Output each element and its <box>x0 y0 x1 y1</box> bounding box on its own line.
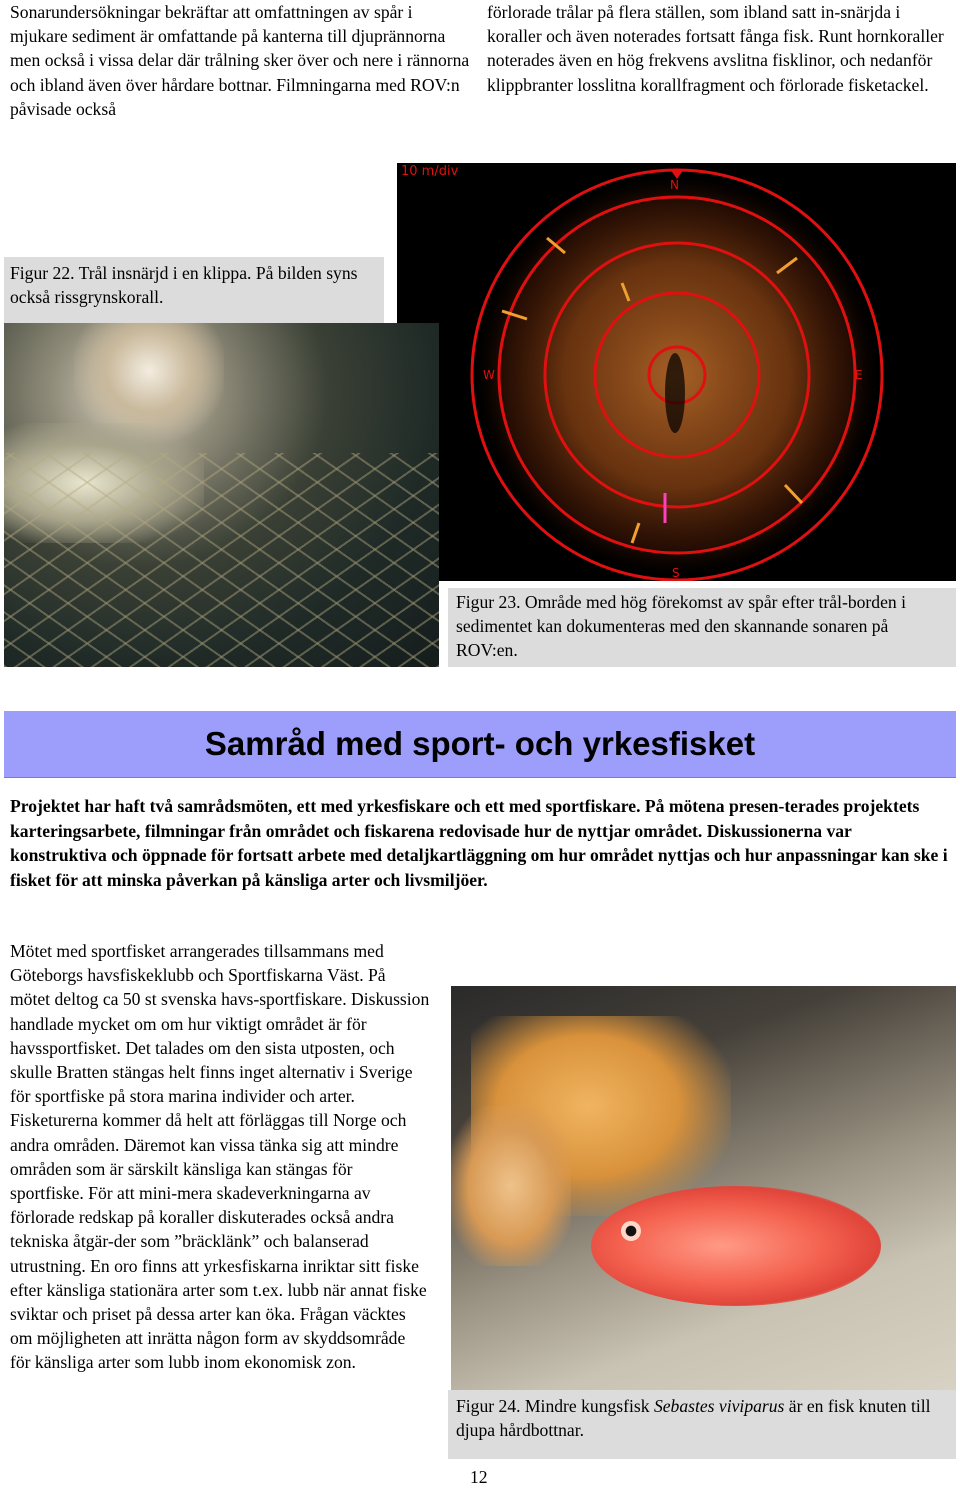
figure-24-photo-rockfish <box>451 986 956 1390</box>
figure-23-caption: Figur 23. Område med hög förekomst av spår efter trål-borden i sedimentet kan dokumenteras med den skannande sonaren på ROV:en. <box>448 588 956 667</box>
figure-24-caption-text-end: är en fisk knuten till djupa hårdbottnar. <box>456 1396 931 1441</box>
intro-text-right: förlorade trålar på flera ställen, som ibland satt in-snärjda i koraller och även noterades fortsatt fånga fisk. Runt hornkoraller noterades även en hög frekvens avslitna fisklinor, och nedanför klippbranter losslitna korallfragment och förlorade fisketackel. <box>487 2 944 95</box>
figure-24-caption-species: Sebastes viviparus <box>653 1396 785 1416</box>
sonar-plot <box>397 163 956 581</box>
section-header <box>4 711 956 778</box>
section-lead-paragraph: Projektet har haft två samrådsmöten, ett med yrkesfiskare och ett med sportfiskare. På mötena presen-terades projektets karteringsarbete, filmningar från området och fiskarena redovisade hur de nyttjar området. Diskussionerna var konstruktiva och öppnade för fortsatt arbete med detaljkartläggning om hur området nyttjas och hur anpassningar kan ske i fisket för att minska påverkan på känsliga arter och livsmiljöer. <box>10 796 948 890</box>
sonar-image <box>397 163 956 581</box>
compass-w: W <box>483 368 495 382</box>
intro-text-left: Sonarundersökningar bekräftar att omfattningen av spår i mjukare sediment är omfattande på kanterna till djuprännorna men också i vissa delar där trålning sker över och nere i rännorna och ibland även över hårdare bottnar. Filmningarna med ROV:n påvisade också <box>10 2 470 119</box>
figure-24-caption-text: Figur 24. Mindre kungsfisk <box>456 1396 654 1416</box>
figure-24-caption <box>448 1390 956 1459</box>
figure-22-caption: Figur 22. Trål insnärjd i en klippa. På bilden syns också rissgrynskorall. <box>4 257 384 323</box>
section-body-text: Mötet med sportfisket arrangerades tillsammans med Göteborgs havsfiskeklubb och Sportfiskarna Väst. På mötet deltog ca 50 st svenska havs-sportfiskare. Diskussion handlade mycket om om hur viktigt området är för havssportfisket. Det talades om den sista utposten, och skulle Bratten stängas helt finns inget alternativ i Sverige för sportfiske på stora marina individer och arter. Fisketurerna kommer då helt att förläggas till Norge och andra områden. Däremot kan vissa tänka sig att mindre områden som är särskilt känsliga kan stängas för sportfiske. För att mini-mera skadeverkningarna av förlorade redskap på koraller diskuterades också andra tekniska åtgär-der som ”bräcklänk” och balanserad utrustning. En oro finns att yrkesfiskarna inriktar sitt fiske efter känsliga stationära arter som t.ex. lubb när annat fiske sviktar och priset på dessa arter kan öka. Frågan väcktes om möjligheten att inrätta någon form av skyddsområde för känsliga arter som lubb inom ekonomisk zon. <box>10 941 430 1373</box>
sonar-scale-label: 10 m/div <box>401 164 459 179</box>
page-number: 12 <box>470 1467 488 1487</box>
sonar-shadow <box>665 353 685 433</box>
compass-n: N <box>670 178 679 192</box>
compass-e: E <box>855 368 863 382</box>
section-title: Samråd med sport- och yrkesfisket <box>204 725 756 762</box>
compass-s: S <box>672 566 680 580</box>
figure-22-photo-trawl-net <box>4 323 439 667</box>
